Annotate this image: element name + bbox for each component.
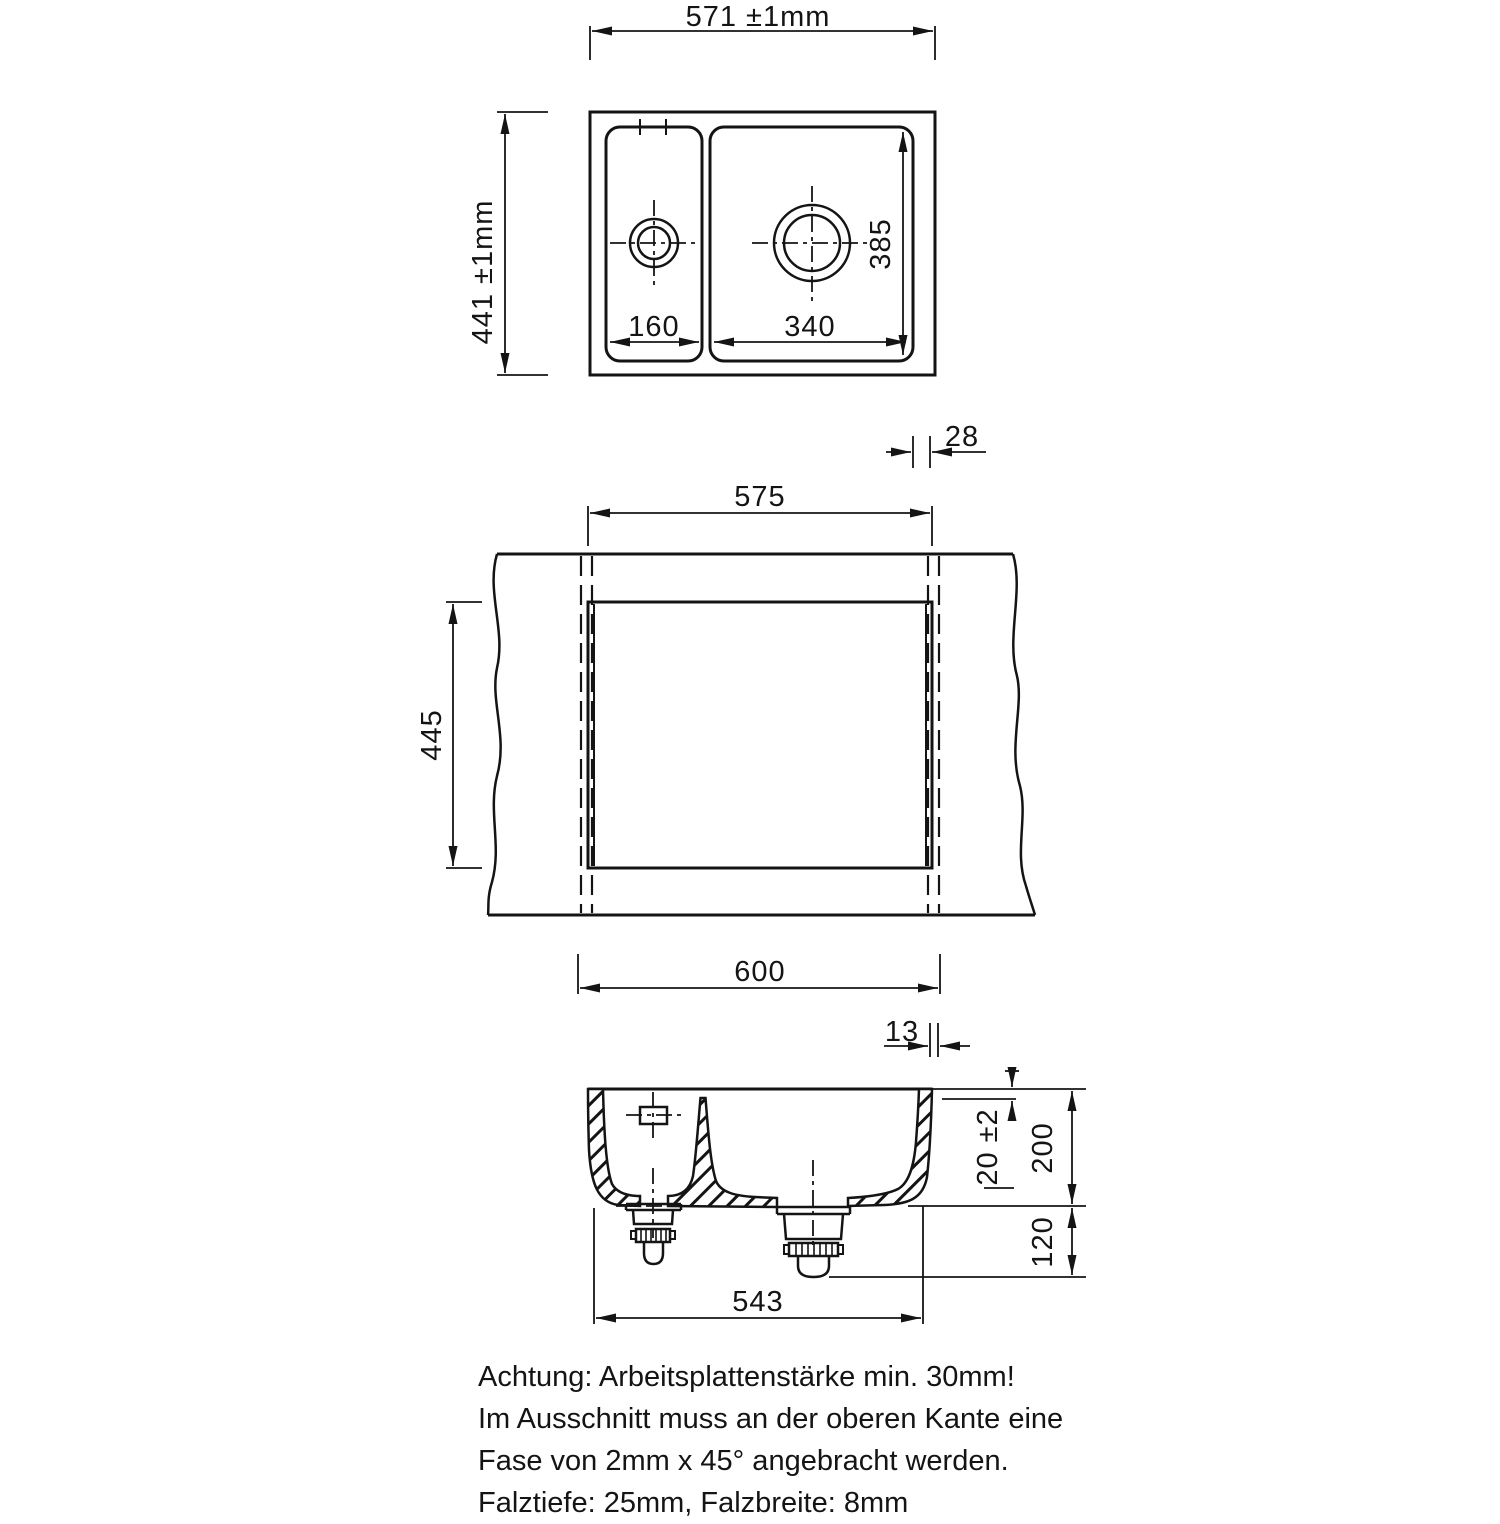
note-line-1: Achtung: Arbeitsplattenstärke min. 30mm! [478,1361,1015,1393]
note-line-2: Im Ausschnitt muss an der oberen Kante eine [478,1403,1064,1435]
divider-hatched [668,1098,777,1207]
dim-overall-depth [497,112,548,375]
cutout-outline [588,602,932,868]
wall-left-hatched [588,1089,640,1206]
dim-label-overall-depth: 441 ±1mm [467,199,499,345]
top-view [497,26,935,375]
dim-label-frame-width: 600 [734,956,786,988]
dim-label-large-bowl: 340 [784,311,836,343]
worktop-break-line-left [488,554,501,915]
dim-cutout-depth [446,602,482,868]
section-view [588,1071,1086,1324]
note-line-4: Falztiefe: 25mm, Falzbreite: 8mm [478,1487,909,1519]
worktop-break-line-right [1013,554,1035,915]
note-line-3: Fase von 2mm x 45° angebracht werden. [478,1445,1009,1477]
dim-label-cutout-width: 575 [734,481,786,513]
dim-label-base-width: 543 [732,1286,784,1318]
dim-label-total-height: 200 [1027,1122,1059,1174]
cutout-inner-edges [594,604,926,866]
hidden-edge-lines [581,556,939,913]
dim-label-drain-height: 120 [1027,1216,1059,1268]
dim-label-rim-height: 20 ±2 [972,1108,1004,1186]
dim-label-edge-offset: 13 [884,1016,920,1048]
dim-label-overall-width: 571 ±1mm [685,1,831,33]
dim-label-bowl-depth: 385 [865,218,897,270]
drain-centerlines [610,186,872,302]
dim-label-rim-offset-top: 28 [944,421,980,453]
wall-right-hatched [848,1089,932,1206]
dim-label-small-bowl: 160 [628,311,680,343]
installation-notes [478,1356,1063,1524]
dim-label-cutout-depth: 445 [416,709,448,761]
